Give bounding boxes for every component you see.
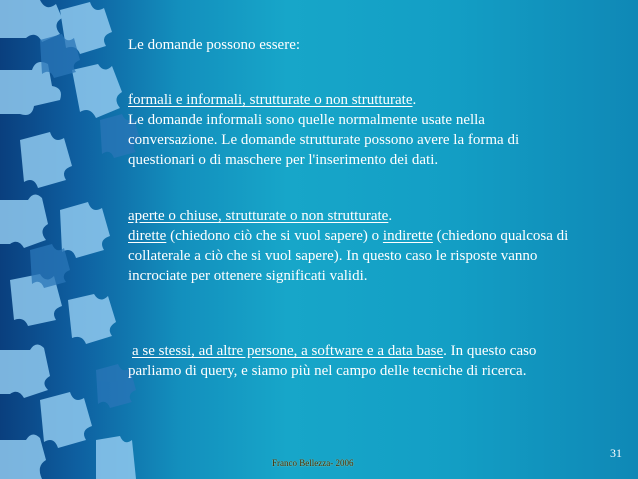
section-1 — [128, 90, 519, 170]
section-2-link[interactable]: aperte o chiuse, strutturate o non strutturate — [128, 208, 389, 224]
section-1-line-2: conversazione. Le domande strutturate possono avere la forma di — [128, 132, 520, 148]
section-1-line-3: questionari o di maschere per l'inserimento dei dati. — [128, 152, 439, 168]
section-1-link-suffix: . — [412, 92, 417, 108]
section-2-line-2-mid: (chiedono ciò che si vuol sapere) o — [166, 228, 383, 244]
section-3-link-suffix: . In questo caso — [443, 343, 537, 359]
intro-text: Le domande possono essere: — [128, 37, 301, 53]
dirette-link[interactable]: dirette — [128, 228, 167, 244]
section-1-line-1: Le domande informali sono quelle normalmente usate nella — [128, 112, 485, 128]
footer-credit: Franco Bellezza- 2006 — [272, 458, 354, 468]
section-1-link[interactable]: formali e informali, strutturate o non strutturate — [128, 92, 413, 108]
section-3-link[interactable]: a se stessi, ad altre persone, a software e a data base — [132, 343, 444, 359]
section-2-line-2-end: (chiedono qualcosa di — [432, 228, 569, 244]
section-2 — [128, 206, 568, 286]
indirette-link[interactable]: indirette — [382, 228, 433, 244]
section-3-line-2: parliamo di query, e siamo più nel campo delle tecniche di ricerca. — [128, 363, 527, 379]
section-2-line-3: collaterale a ciò che si vuol sapere). In questo caso le risposte vanno — [128, 248, 538, 264]
section-2-line-4: incrociate per ottenere significati validi. — [128, 268, 368, 284]
section-2-link-suffix: . — [388, 208, 393, 224]
page-number: 31 — [610, 446, 622, 460]
section-3 — [132, 341, 536, 361]
